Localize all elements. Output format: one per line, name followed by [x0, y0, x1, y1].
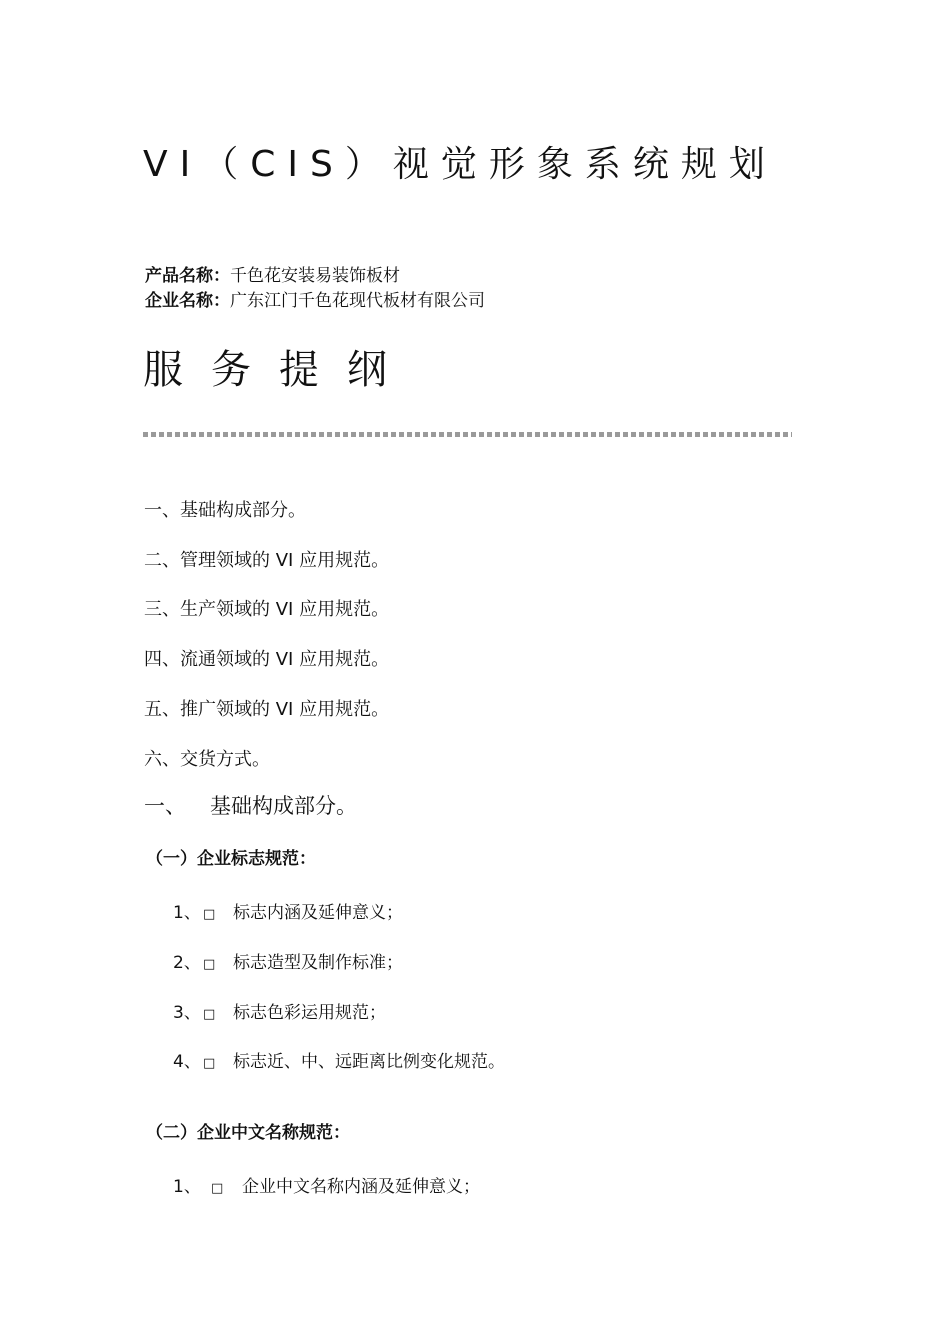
item-number: 3、 — [173, 1003, 201, 1023]
subsection-heading-logo: （一）企业标志规范： — [146, 849, 316, 869]
service-outline-heading: 服务提纲 — [143, 347, 415, 393]
checkbox-icon: □ — [203, 907, 216, 922]
document-title: VI（CIS）视觉形象系统规划 — [143, 144, 777, 185]
item-text: 标志近、中、远距离比例变化规范。 — [233, 1052, 505, 1072]
toc-item: 四、流通领域的 VI 应用规范。 — [144, 649, 390, 670]
checkbox-icon: □ — [203, 1007, 216, 1022]
list-item — [173, 900, 403, 928]
item-number: 1、 — [173, 903, 201, 923]
list-item — [173, 1174, 480, 1202]
list-item — [173, 1000, 386, 1028]
toc-item: 二、管理领域的 VI 应用规范。 — [144, 550, 390, 571]
subsection-heading-chinese-name: （二）企业中文名称规范： — [146, 1123, 350, 1143]
company-name-line — [145, 289, 485, 313]
item-number: 2、 — [173, 953, 201, 973]
toc-item: 五、推广领域的 VI 应用规范。 — [144, 699, 390, 720]
section-number: 一、 — [144, 794, 186, 818]
list-item — [173, 1049, 505, 1077]
toc-item: 六、交货方式。 — [144, 749, 270, 770]
checkbox-icon: □ — [211, 1181, 224, 1196]
item-number: 4、 — [173, 1052, 201, 1072]
dotted-divider — [143, 432, 792, 437]
item-text: 企业中文名称内涵及延伸意义； — [242, 1177, 480, 1197]
product-name-label: 产品名称： — [145, 266, 230, 286]
product-name-value: 千色花安装易装饰板材 — [230, 266, 400, 286]
toc-item: 三、生产领域的 VI 应用规范。 — [144, 599, 390, 620]
section-title: 基础构成部分。 — [210, 794, 357, 818]
checkbox-icon: □ — [203, 1056, 216, 1071]
toc-item: 一、基础构成部分。 — [144, 500, 306, 521]
item-text: 标志造型及制作标准； — [233, 953, 403, 973]
list-item — [173, 950, 403, 978]
checkbox-icon: □ — [203, 957, 216, 972]
item-number: 1、 — [173, 1177, 201, 1197]
company-name-label: 企业名称： — [145, 291, 230, 311]
product-name-line — [145, 264, 400, 288]
item-text: 标志色彩运用规范； — [233, 1003, 386, 1023]
item-text: 标志内涵及延伸意义； — [233, 903, 403, 923]
section-heading — [144, 791, 357, 821]
company-name-value: 广东江门千色花现代板材有限公司 — [230, 291, 485, 311]
